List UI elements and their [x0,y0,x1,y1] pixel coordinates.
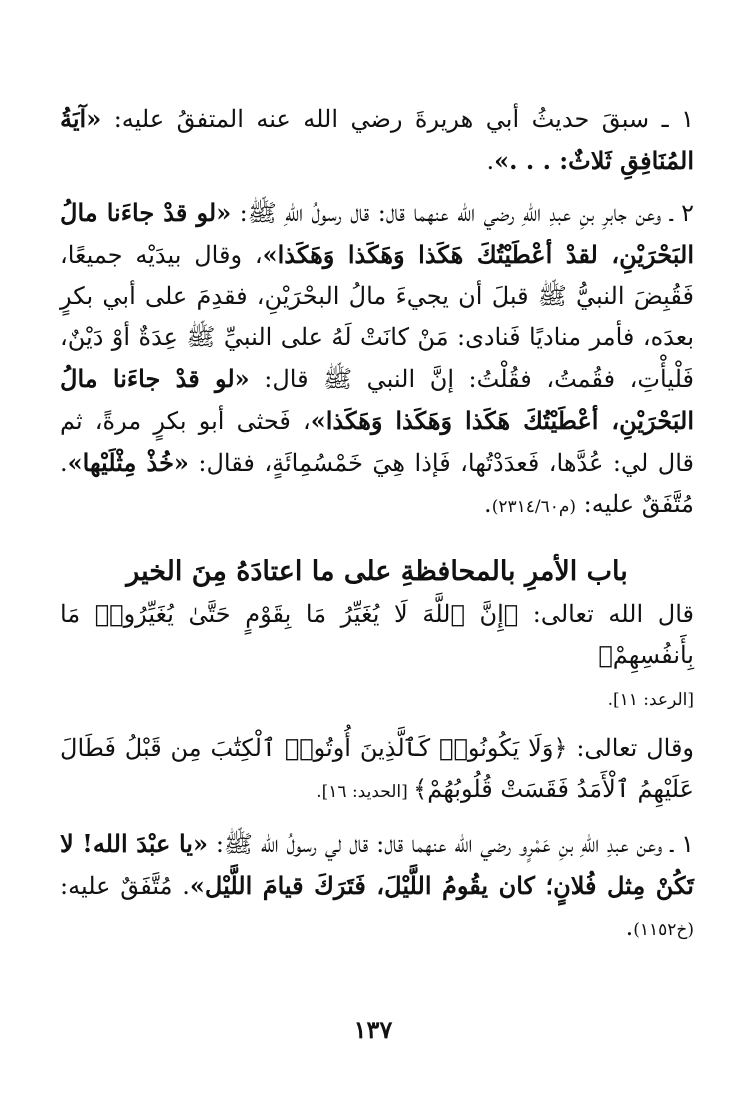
hadith-paragraph-3 [60,823,694,951]
hadith-2-text-4: . مُتَّفَقٌ عليه: [60,449,694,518]
hadith-2-quote-3: «خُذْ مِثْلَيْها» [67,448,189,477]
hadith-2-quote-1: «لو قدْ جاءَنا مالُ البَحْرَيْنِ، لقدْ أعْطَيْتُكَ هَكَذا وَهَكَذا وَهَكَذا» [60,198,694,269]
hadith-3-text-1: ١ ـ وعن عبدِ اللهِ بنِ عَمْرٍو رضي الله عنهما قال: قال لي رسولُ الله ﷺ: [207,830,695,858]
page-body [60,98,694,951]
hadith-3-quote: «يا عبْدَ الله! لا تَكُنْ مِثل فُلانٍ؛ كان يقُومُ اللَّيْلَ، فَتَرَكَ قيامَ اللَّيْل» [60,829,694,900]
hadith-2-text-1: ٢ ـ وعن جابرِ بنِ عبدِ اللهِ رضي الله عنهما قال: قال رسولُ اللهِ ﷺ: [231,199,694,227]
hadith-3-reference: (خ١١٥٢) [633,920,694,940]
verse-1-text: ﴿إِنَّ ٱللَّهَ لَا يُغَيِّرُ مَا بِقَوْمٍ حَتَّىٰ يُغَيِّرُوا۟ مَا بِأَنفُسِهِمْ﴾ [60,600,694,669]
hadith-paragraph-2 [60,192,694,528]
hadith-3-text-2: . مُتَّفَقٌ عليه: [60,872,190,900]
chapter-heading: باب الأمرِ بالمحافظةِ على ما اعتادَهُ مِنَ الخير [126,556,628,587]
hadith-1-end: . [486,147,495,175]
verse-paragraph-2 [60,728,694,813]
verse-2-text: ﴿وَلَا يَكُونُوا۟ كَٱلَّذِينَ أُوتُوا۟ ٱلْكِتَٰبَ مِن قَبْلُ فَطَالَ عَلَيْهِمُ ٱلْأَمَدُ فَقَسَتْ قُلُوبُهُمْ﴾ [60,734,694,803]
verse-2-lead: وقال تعالى: [567,734,695,762]
hadith-3-end: . [625,913,634,941]
hadith-1-intro: ١ ـ سبقَ حديثُ أبي هريرةَ رضي الله عنه المتفقُ عليه: [113,105,694,133]
hadith-2-text-2: ، وقال بيدَيْه جميعًا، فَقُبِضَ النبيُّ ﷺ قبلَ أن يجيءَ مالُ البحْرَيْنِ، فقدِمَ على أبي بكرٍ بعدَه، فأمر مناديًا فَنادى: مَنْ كانَتْ لَهُ على النبيِّ ﷺ عِدَةٌ أوْ دَيْنٌ، فَلْيأْتِ، فقُمتُ، فقُلْتُ: إنَّ النبي ﷺ قال: [60,241,694,393]
verse-paragraph-1 [60,594,694,676]
hadith-1-quote: «آيَةُ المُنَافِقِ ثَلاثٌ: . . .» [60,104,694,175]
verse-1-lead: قال الله تعالى: [518,600,694,628]
verse-2-reference: [الحديد: ١٦]. [316,782,414,802]
hadith-2-reference: (م٢٣١٤/٦٠) [491,497,577,517]
hadith-2-quote-2: «لو قدْ جاءَنا مالُ البَحْرَيْنِ، أعْطَيْتُكَ هَكَذا وَهَكَذا وَهَكَذا» [60,364,695,435]
hadith-2-text-3: ، فَحثى أبو بكرٍ مرةً، ثم قال لي: عُدَّها، فَعدَدْتُها، فَإذا هِيَ خَمْسُمِائَةٍ، فقال: [60,407,694,477]
hadith-2-end: . [484,490,492,518]
hadith-paragraph-1 [60,98,694,182]
page-number: ١٣٧ [353,1015,393,1044]
verse-1-reference: [الرعد: ١١]. [607,690,694,710]
